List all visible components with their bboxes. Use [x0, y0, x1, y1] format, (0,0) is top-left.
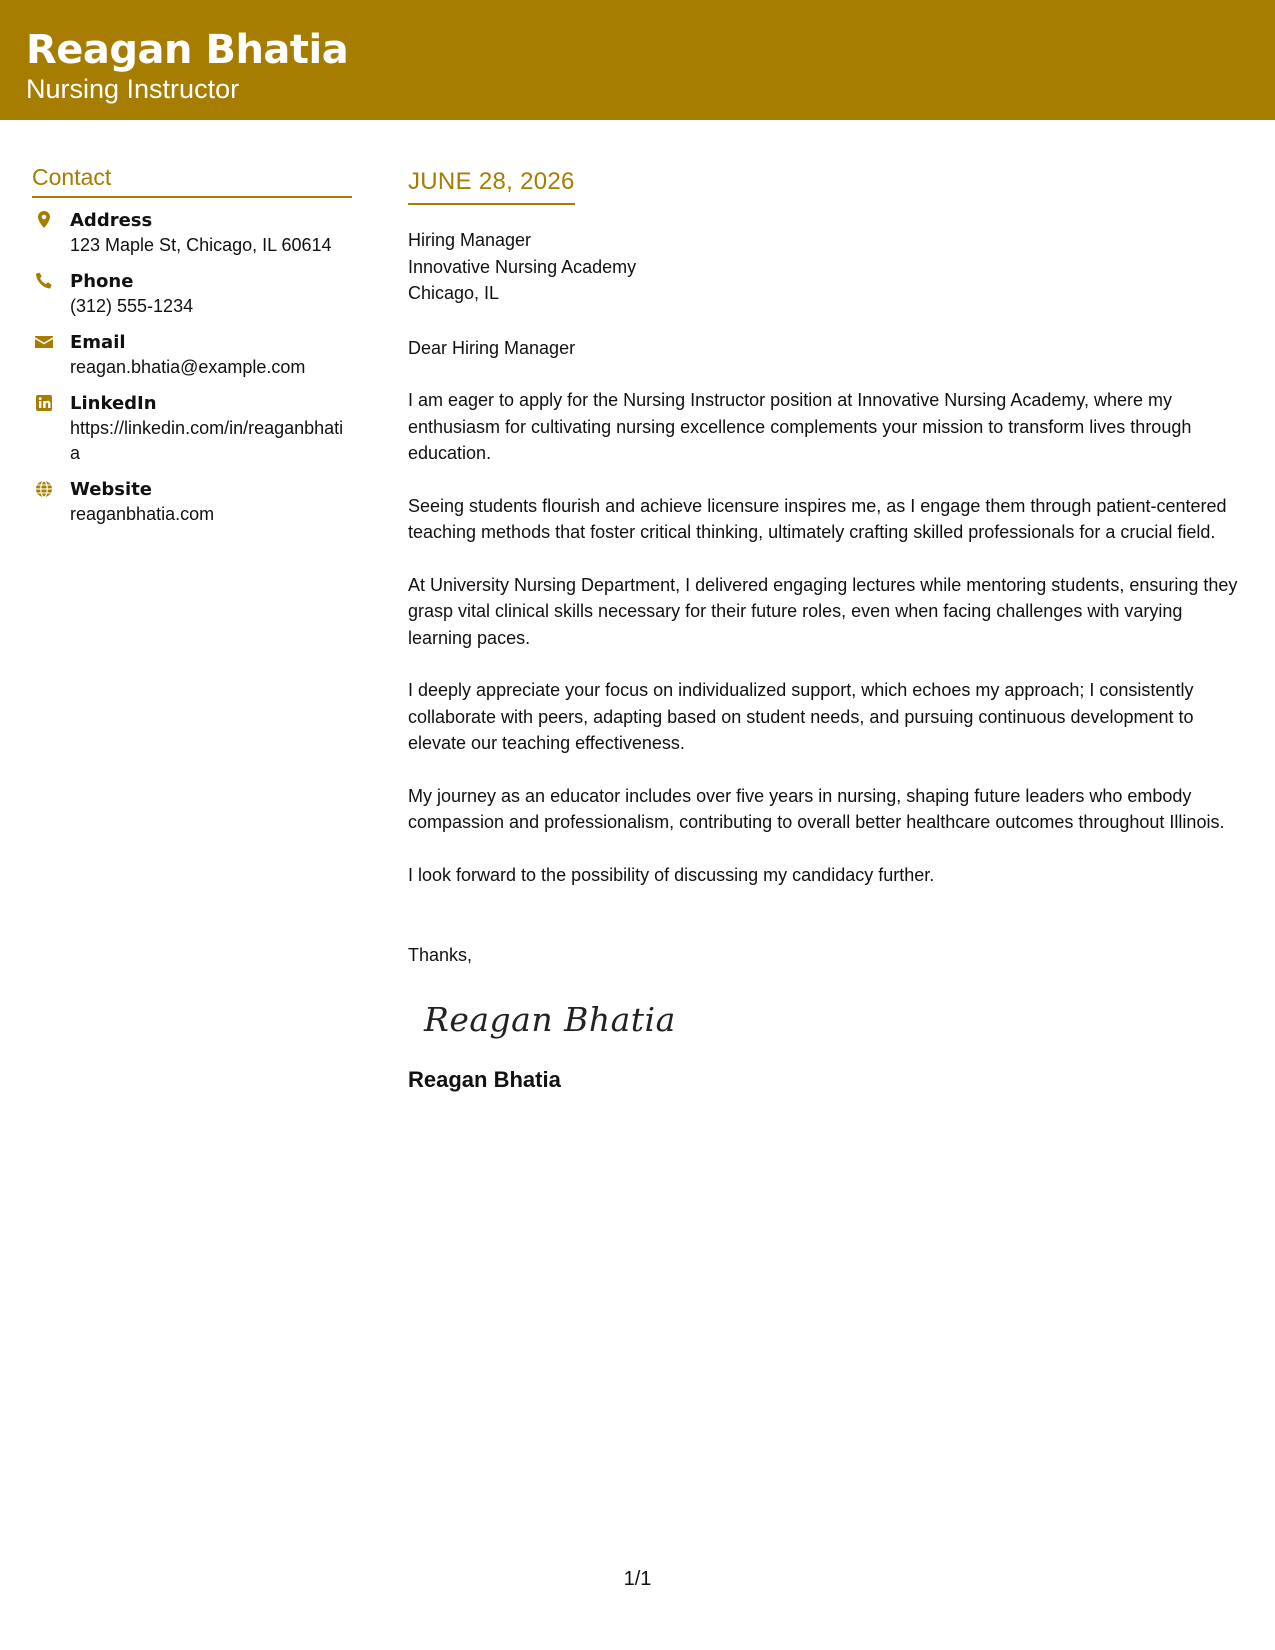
handwritten-signature: Reagan Bhatia [424, 999, 676, 1039]
website-value[interactable]: reaganbhatia.com [70, 504, 215, 524]
closing: Thanks, [408, 945, 473, 965]
body-paragraph: I deeply appreciate your focus on individualized support, which echoes my approach; I consistently collaborate with peers, adapting based on student needs, and pursuing continuous development to elevate our teaching effectiveness. [408, 680, 1194, 753]
body-paragraph: My journey as an educator includes over five years in nursing, shaping future leaders who embody compassion and professionalism, contributing to overall better healthcare outcomes throughout Illinois. [408, 785, 1225, 832]
letter-date: JUNE 28, 2026 [408, 165, 575, 205]
signed-name: Reagan Bhatia [408, 1066, 561, 1092]
contact-item-address [32, 208, 352, 258]
contact-heading: Contact [32, 160, 352, 198]
recipient-block [408, 227, 1248, 307]
header-banner [0, 0, 1275, 120]
contact-item-linkedin [32, 391, 352, 466]
phone-value: (312) 555-1234 [70, 296, 194, 316]
applicant-job-title: Nursing Instructor [26, 74, 240, 104]
salutation: Dear Hiring Manager [408, 337, 576, 358]
recipient-line: Hiring Manager [408, 230, 532, 250]
phone-icon [34, 271, 54, 291]
letter-body [408, 165, 1248, 1095]
body-paragraph: At University Nursing Department, I delivered engaging lectures while mentoring students, ensuring they grasp vital clinical skills necessary for their future roles, even when facing challenges with varying learning paces. [408, 574, 1238, 648]
contact-label: Phone [70, 271, 134, 292]
email-value[interactable]: reagan.bhatia@example.com [70, 357, 306, 377]
envelope-icon [34, 332, 54, 352]
linkedin-icon [34, 393, 54, 413]
contact-label: Address [70, 210, 153, 231]
globe-icon [34, 479, 54, 499]
contact-item-website [32, 477, 352, 527]
contact-sidebar [32, 160, 352, 538]
contact-list [32, 208, 352, 527]
linkedin-value[interactable]: https://linkedin.com/in/reaganbhatia [70, 418, 344, 463]
body-paragraph: Seeing students flourish and achieve licensure inspires me, as I engage them through patient-centered teaching methods that foster critical thinking, ultimately crafting skilled professionals for a crucial field. [408, 495, 1227, 542]
contact-label: LinkedIn [70, 393, 157, 414]
recipient-line: Innovative Nursing Academy [408, 256, 637, 277]
contact-item-email [32, 330, 352, 380]
body-paragraph: I am eager to apply for the Nursing Instructor position at Innovative Nursing Academy, where my enthusiasm for cultivating nursing excellence complements your mission to transform lives through education. [408, 390, 1192, 463]
applicant-name: Reagan Bhatia [26, 27, 349, 73]
map-pin-icon [34, 210, 54, 230]
contact-label: Email [70, 332, 126, 353]
contact-label: Website [70, 479, 153, 500]
recipient-line: Chicago, IL [408, 283, 500, 303]
contact-item-phone [32, 269, 352, 319]
page-number: 1/1 [623, 1568, 652, 1590]
body-paragraph: I look forward to the possibility of discussing my candidacy further. [408, 864, 935, 885]
address-value: 123 Maple St, Chicago, IL 60614 [70, 235, 332, 255]
